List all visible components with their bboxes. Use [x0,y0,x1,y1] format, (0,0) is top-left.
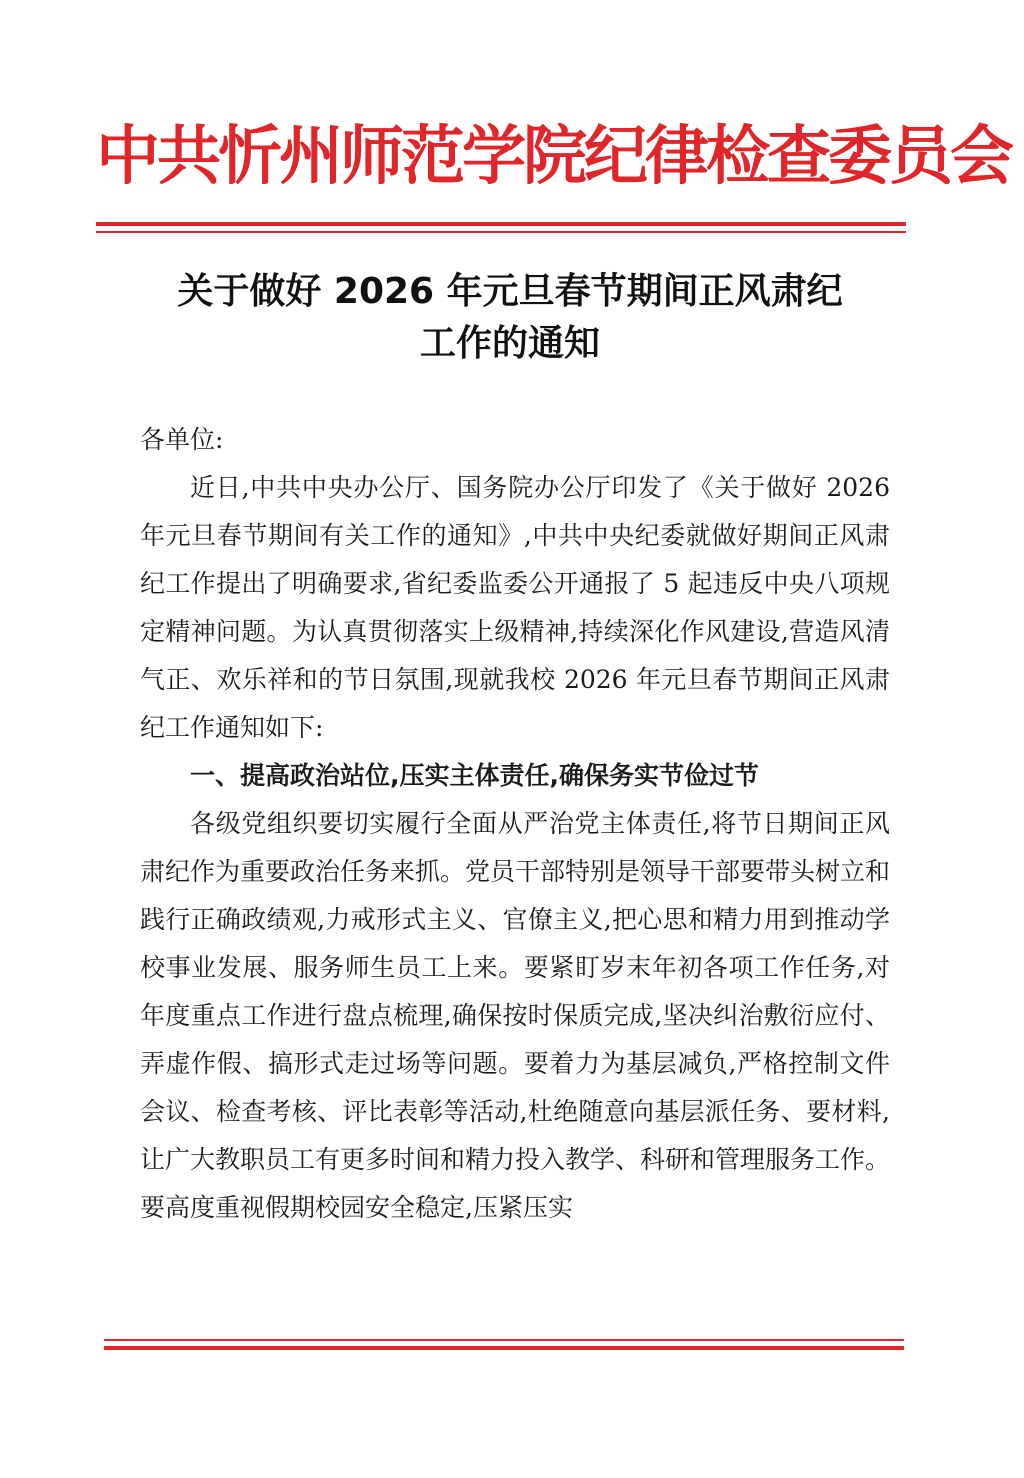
letterhead-rule-thin [96,231,906,233]
section-heading-1: 一、提高政治站位,压实主体责任,确保务实节俭过节 [190,761,759,790]
salutation: 各单位: [140,425,224,454]
letterhead-rule-thick [96,222,906,226]
document-title [100,266,920,370]
paragraph-intro: 近日,中共中央办公厅、国务院办公厅印发了《关于做好 2026 年元旦春节期间有关工作的通知》,中共中央纪委就做好期间正风肃纪工作提出了明确要求,省纪委监委公开通报了 5 起违反中央八项规定精神问题。为认真贯彻落实上级精神,持续深化作风建设,营造风清气正、欢乐祥和的节日氛围,现就我校 2026 年元旦春节期间正风肃纪工作通知如下: [140,473,890,742]
letterhead-organization: 中共忻州师范学院纪律检查委员会 [96,120,1011,194]
document-title-line1: 关于做好 2026 年元旦春节期间正风肃纪 [177,271,843,312]
paragraph-section-1: 各级党组织要切实履行全面从严治党主体责任,将节日期间正风肃纪作为重要政治任务来抓。党员干部特别是领导干部要带头树立和践行正确政绩观,力戒形式主义、官僚主义,把心思和精力用到推动学校事业发展、服务师生员工上来。要紧盯岁末年初各项工作任务,对年度重点工作进行盘点梳理,确保按时保质完成,坚决纠治敷衍应付、弄虚作假、搞形式走过场等问题。要着力为基层减负,严格控制文件会议、检查考核、评比表彰等活动,杜绝随意向基层派任务、要材料,让广大教职员工有更多时间和精力投入教学、科研和管理服务工作。要高度重视假期校园安全稳定,压紧压实 [140,809,891,1222]
document-title-line2: 工作的通知 [419,323,600,364]
footer-rule-thin [104,1339,904,1341]
document-body [140,416,890,1232]
footer-rule-thick [104,1346,904,1350]
